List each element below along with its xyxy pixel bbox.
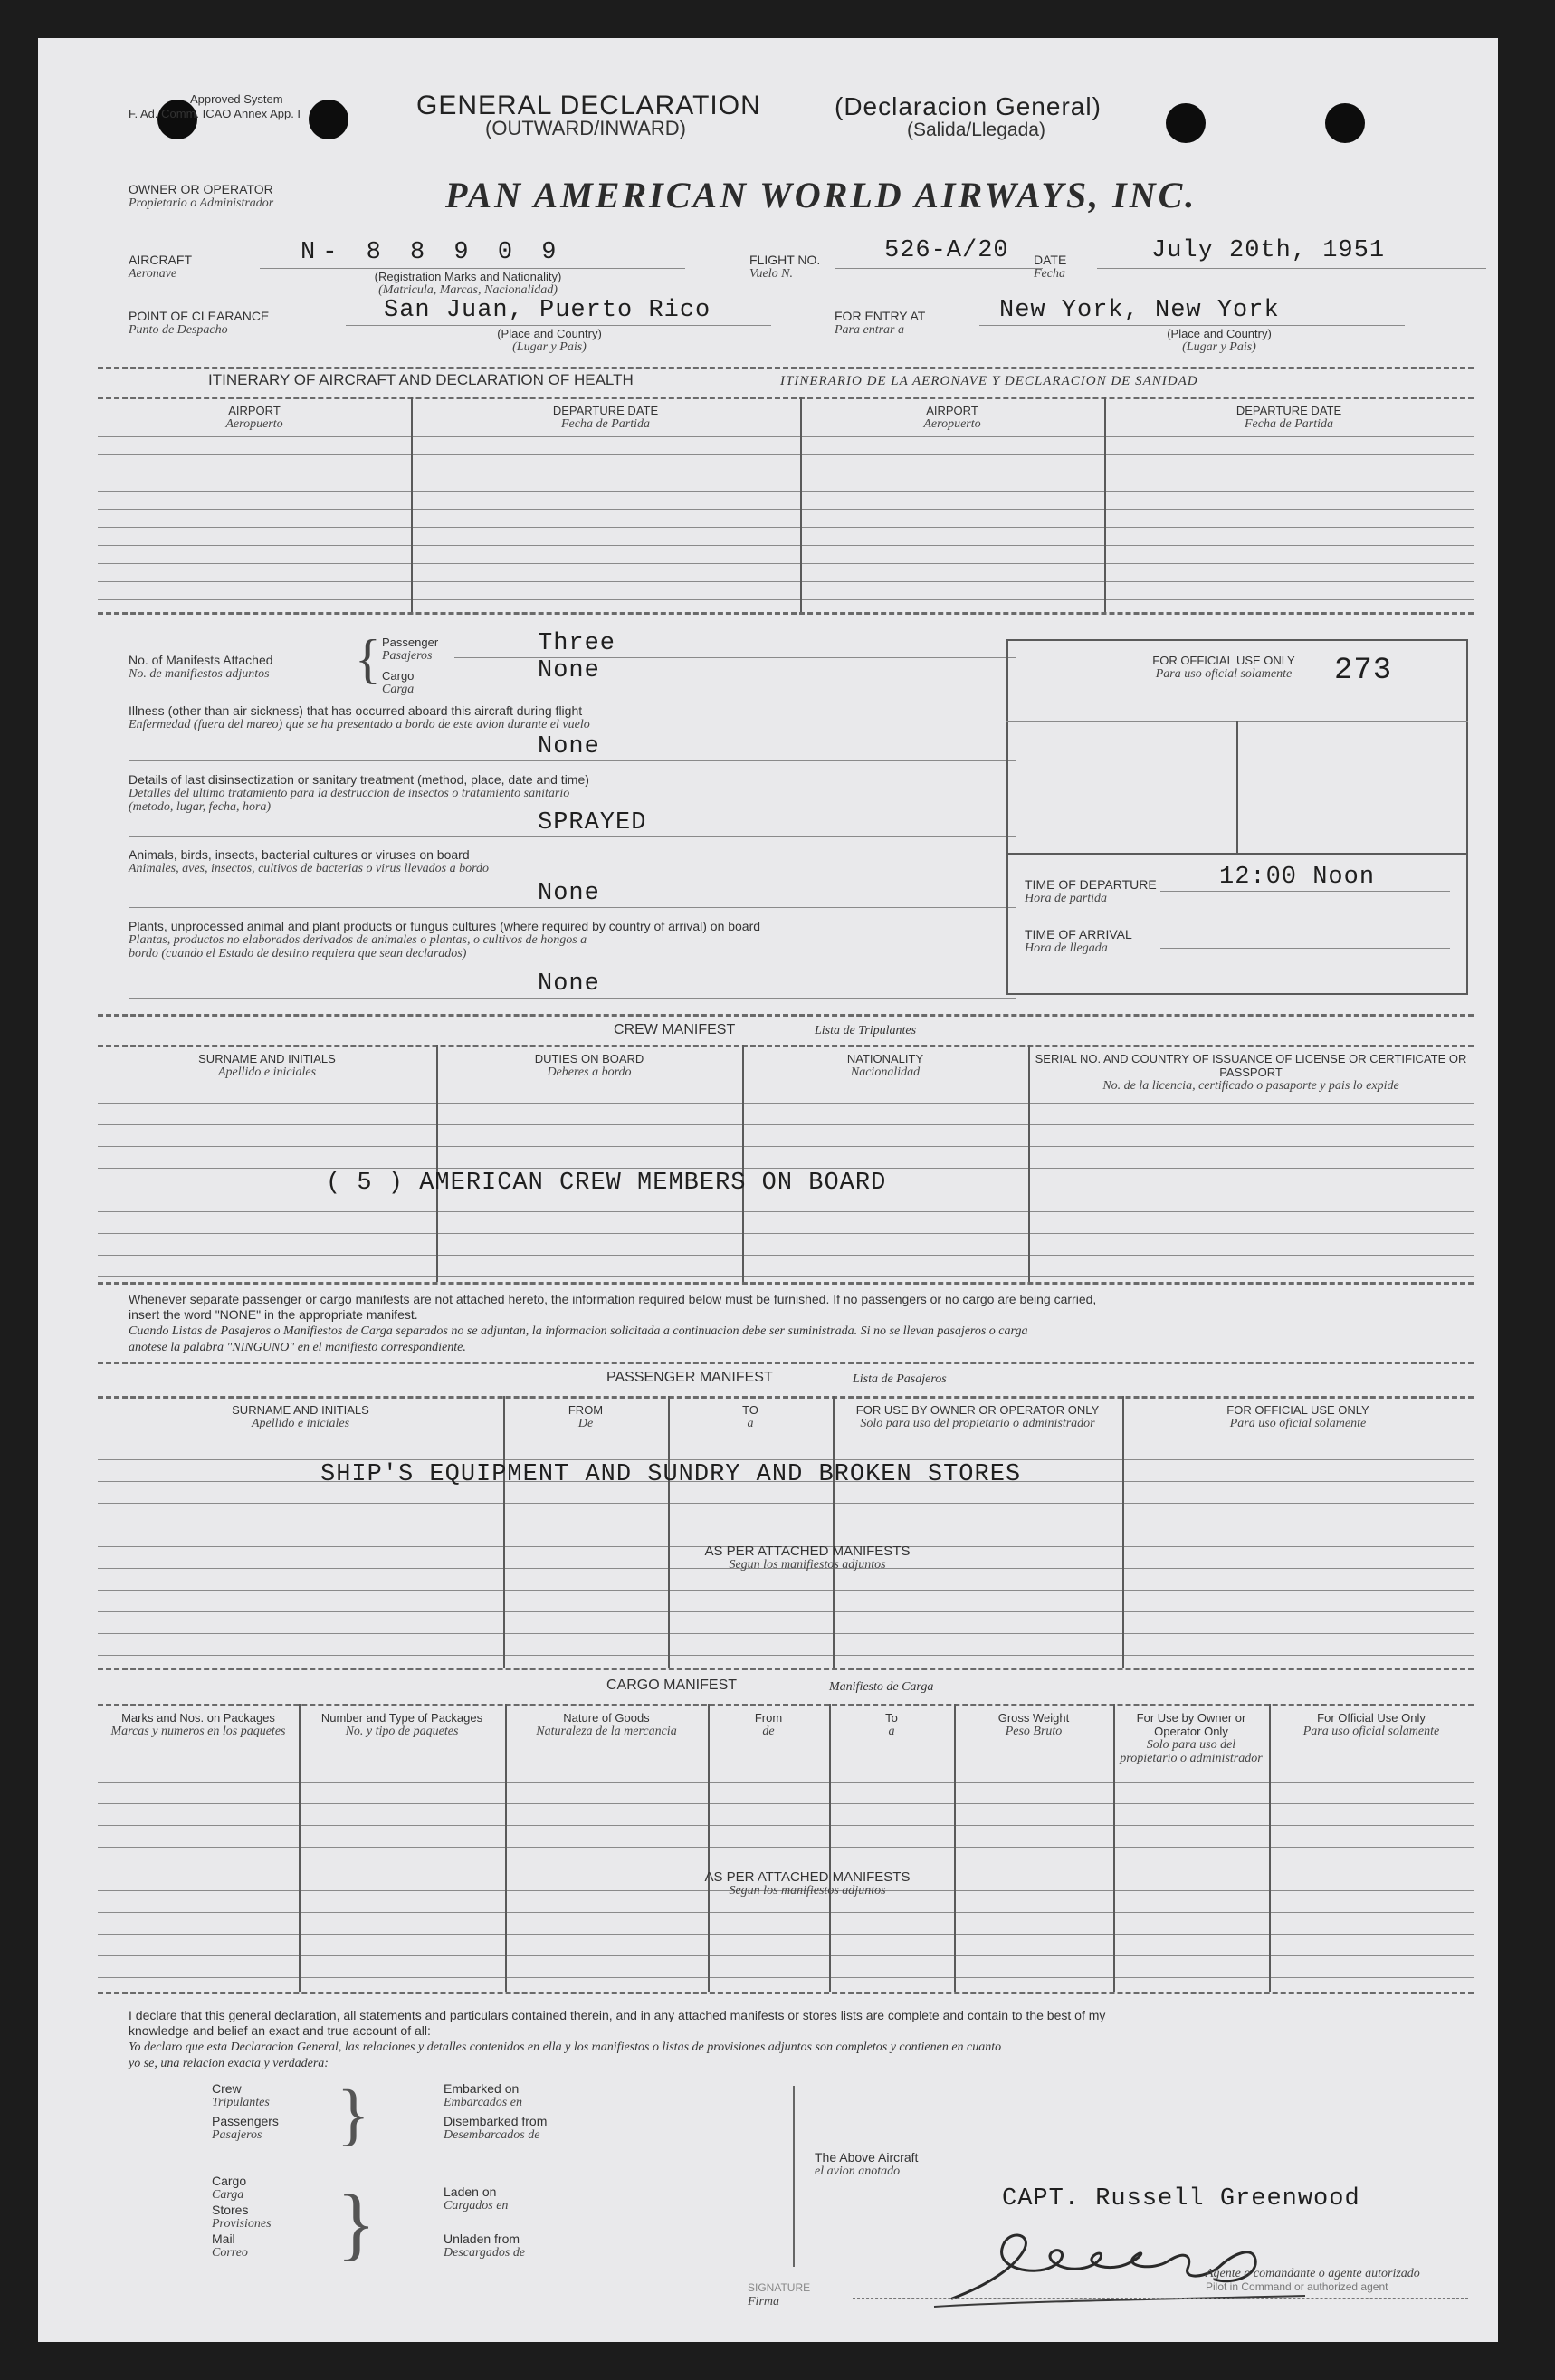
tally-unladen: Unladen from Descargados de — [444, 2232, 526, 2260]
passenger-col-header: FOR USE BY OWNER OR OPERATOR ONLY Solo para uso del propietario o administrador — [855, 1403, 1100, 1430]
aircraft-ref: The Above Aircraft el avion anotado — [815, 2150, 919, 2178]
itinerary-title: ITINERARY OF AIRCRAFT AND DECLARATION OF HEALTH — [208, 371, 634, 388]
flight-label: FLIGHT NO. Vuelo N. — [749, 253, 821, 281]
aircraft-sub: (Registration Marks and Nationality) (Matricula, Marcas, Nacionalidad) — [374, 270, 562, 297]
tally-laden: Laden on Cargados en — [444, 2184, 509, 2213]
form-title: GENERAL DECLARATION — [416, 91, 761, 120]
itinerary-col-header: DEPARTURE DATE Fecha de Partida — [552, 404, 659, 431]
crew-col-header: SURNAME AND INITIALS Apellido e iniciales — [198, 1052, 336, 1079]
brace-icon: { — [355, 629, 381, 689]
plants-label: Plants, unprocessed animal and plant products or fungus cultures (where required by country of arrival) on board Plantas, productos no elaborados derivados de animales o plantas, o cultivos de hongos a bordo (cuando el Estado de destino requiera que sean declarados) — [129, 919, 761, 961]
animals-value: None — [538, 880, 600, 907]
plants-value: None — [538, 970, 600, 998]
illness-value: None — [538, 733, 600, 760]
clearance-label: POINT OF CLEARANCE Punto de Despacho — [129, 309, 270, 337]
cargo-col-header: Nature of Goods Naturaleza de la mercancia — [536, 1711, 677, 1738]
animals-label: Animals, birds, insects, bacterial cultures or viruses on board Animales, aves, insectos, cultivos de bacterias o virus llevados a bordo — [129, 847, 490, 875]
punch-hole — [309, 100, 348, 139]
passenger-count-label: Passenger Pasajeros — [382, 636, 439, 663]
tally-embarked: Embarked on Embarcados en — [444, 2081, 522, 2109]
disinsect-value: SPRAYED — [538, 809, 647, 836]
declaration-text: I declare that this general declaration, all statements and particulars contained therein, and in any attached manifests or stores lists are complete and contain to the best of my knowledge and belief an exact and true account of all: Yo declaro que esta Declaracion General, las relaciones y detalles contenidos en ella y los manifiestos o listas de provisiones adjuntos son completos y contienen en cuanto yo se, una relacion exacta y verdadera: — [129, 2008, 1106, 2070]
itinerary-col-header: AIRPORT Aeropuerto — [225, 404, 283, 431]
aircraft-label: AIRCRAFT Aeronave — [129, 253, 192, 281]
crew-title: CREW MANIFEST — [614, 1022, 736, 1037]
approval-line-1: Approved System — [190, 92, 283, 106]
flight-value: 526-A/20 — [884, 237, 1009, 264]
general-declaration-form — [38, 38, 1498, 2342]
cargo-count-value: None — [538, 657, 600, 684]
tally-stores: Stores Provisiones — [212, 2203, 272, 2231]
entry-value: New York, New York — [999, 297, 1280, 324]
cargo-col-header: Number and Type of Packages No. y tipo de paquetes — [320, 1711, 483, 1738]
illness-label: Illness (other than air sickness) that has occurred aboard this aircraft during flight Enfermedad (fuera del mareo) que se ha presentado a bordo de este avion durante el vuelo — [129, 703, 590, 731]
clearance-sub: (Place and Country) (Lugar y Pais) — [497, 327, 602, 354]
passenger-col-header: SURNAME AND INITIALS Apellido e iniciales — [232, 1403, 369, 1430]
entry-label: FOR ENTRY AT Para entrar a — [835, 309, 926, 337]
tally-passengers: Passengers Pasajeros — [212, 2114, 279, 2142]
approval-line-2: F. Ad. Comm. ICAO Annex App. I — [129, 107, 301, 120]
form-subtitle-es: (Salida/Llegada) — [907, 119, 1045, 140]
passenger-title: PASSENGER MANIFEST — [606, 1370, 773, 1385]
entry-sub: (Place and Country) (Lugar y Pais) — [1167, 327, 1272, 354]
aircraft-value: N- 8 8 9 0 9 — [301, 239, 564, 266]
signature-label: SIGNATURE Firma — [748, 2281, 811, 2308]
cargo-col-header: Marks and Nos. on Packages Marcas y numeros en los paquetes — [110, 1711, 286, 1738]
passenger-entry: SHIP'S EQUIPMENT AND SUNDRY AND BROKEN STORES — [320, 1461, 1022, 1488]
punch-hole — [1325, 103, 1365, 143]
crew-col-header: NATIONALITY Nacionalidad — [846, 1052, 924, 1079]
disinsect-label: Details of last disinsectization or sanitary treatment (method, place, date and time) Detalles del ultimo tratamiento para la destruccion de insectos o tratamiento sanitario (metodo, lugar, fecha, hora) — [129, 772, 589, 814]
date-label: DATE Fecha — [1034, 253, 1067, 281]
passenger-col-header: FOR OFFICIAL USE ONLY Para uso oficial solamente — [1226, 1403, 1369, 1430]
owner-value: PAN AMERICAN WORLD AIRWAYS, INC. — [445, 175, 1197, 215]
crew-col-header: DUTIES ON BOARD Deberes a bordo — [534, 1052, 644, 1079]
brace-icon: } — [337, 2179, 377, 2269]
passenger-col-header: TO a — [742, 1403, 758, 1430]
passenger-title-es: Lista de Pasajeros — [853, 1372, 947, 1386]
itinerary-title-es: ITINERARIO DE LA AERONAVE Y DECLARACION DE SANIDAD — [780, 374, 1198, 388]
tally-mail: Mail Correo — [212, 2232, 248, 2260]
cargo-col-header: For Official Use Only Para uso oficial solamente — [1302, 1711, 1440, 1738]
form-subtitle: (OUTWARD/INWARD) — [485, 117, 686, 139]
form-title-es: (Declaracion General) — [835, 92, 1102, 120]
owner-label: OWNER OR OPERATOR Propietario o Administrador — [129, 182, 274, 210]
cargo-col-header: For Use by Owner or Operator Only Solo para uso del propietario o administrador — [1120, 1711, 1263, 1765]
signature-role: Agente o comandante o agente autorizado Pilot in Command or authorized agent — [1206, 2267, 1420, 2293]
itinerary-col-header: AIRPORT Aeropuerto — [923, 404, 981, 431]
itinerary-col-header: DEPARTURE DATE Fecha de Partida — [1235, 404, 1342, 431]
cargo-col-header: From de — [754, 1711, 783, 1738]
cargo-col-header: Gross Weight Peso Bruto — [997, 1711, 1070, 1738]
arrival-time-label: TIME OF ARRIVAL Hora de llegada — [1025, 927, 1132, 955]
brace-icon: } — [337, 2077, 370, 2153]
passenger-note: AS PER ATTACHED MANIFESTS Segun los manifiestos adjuntos — [704, 1544, 911, 1572]
crew-col-header: SERIAL NO. AND COUNTRY OF ISSUANCE OF LICENSE OR CERTIFICATE OR PASSPORT No. de la licencia, certificado o pasaporte y pais lo expide — [1035, 1052, 1467, 1093]
date-value: July 20th, 1951 — [1151, 237, 1386, 264]
passenger-count-value: Three — [538, 630, 616, 657]
cargo-count-label: Cargo Carga — [382, 669, 415, 696]
manifests-label: No. of Manifests Attached No. de manifiestos adjuntos — [129, 653, 273, 681]
crew-title-es: Lista de Tripulantes — [815, 1024, 917, 1037]
cargo-title: CARGO MANIFEST — [606, 1677, 738, 1693]
crew-entry: ( 5 ) AMERICAN CREW MEMBERS ON BOARD — [326, 1170, 887, 1197]
official-label: FOR OFFICIAL USE ONLY Para uso oficial solamente — [1152, 654, 1295, 681]
passenger-col-header: FROM De — [568, 1403, 604, 1430]
tally-cargo: Cargo Carga — [212, 2174, 247, 2202]
cargo-col-header: To a — [885, 1711, 898, 1738]
notice-text: Whenever separate passenger or cargo manifests are not attached hereto, the information required below must be furnished. If no passengers or no cargo are being carried, insert the word "NONE" in the appropriate manifest. Cuando Listas de Pasajeros o Manifiestos de Carga separados no se adjuntan, la informacion solicitada a continuacion debe ser suministrada. Si no se llevan pasajeros o carga anotese la palabra "NINGUNO" en el manifiesto correspondiente. — [129, 1292, 1097, 1354]
cargo-note: AS PER ATTACHED MANIFESTS Segun los manifiestos adjuntos — [704, 1869, 911, 1897]
departure-time-value: 12:00 Noon — [1219, 864, 1376, 891]
departure-time-label: TIME OF DEPARTURE Hora de partida — [1025, 877, 1157, 905]
clearance-value: San Juan, Puerto Rico — [384, 297, 711, 324]
punch-hole — [1166, 103, 1206, 143]
cargo-title-es: Manifiesto de Carga — [829, 1680, 934, 1694]
captain-name: CAPT. Russell Greenwood — [1002, 2185, 1360, 2213]
tally-disembarked: Disembarked from Desembarcados de — [444, 2114, 548, 2142]
official-number: 273 — [1334, 654, 1393, 688]
tally-crew: Crew Tripulantes — [212, 2081, 270, 2109]
